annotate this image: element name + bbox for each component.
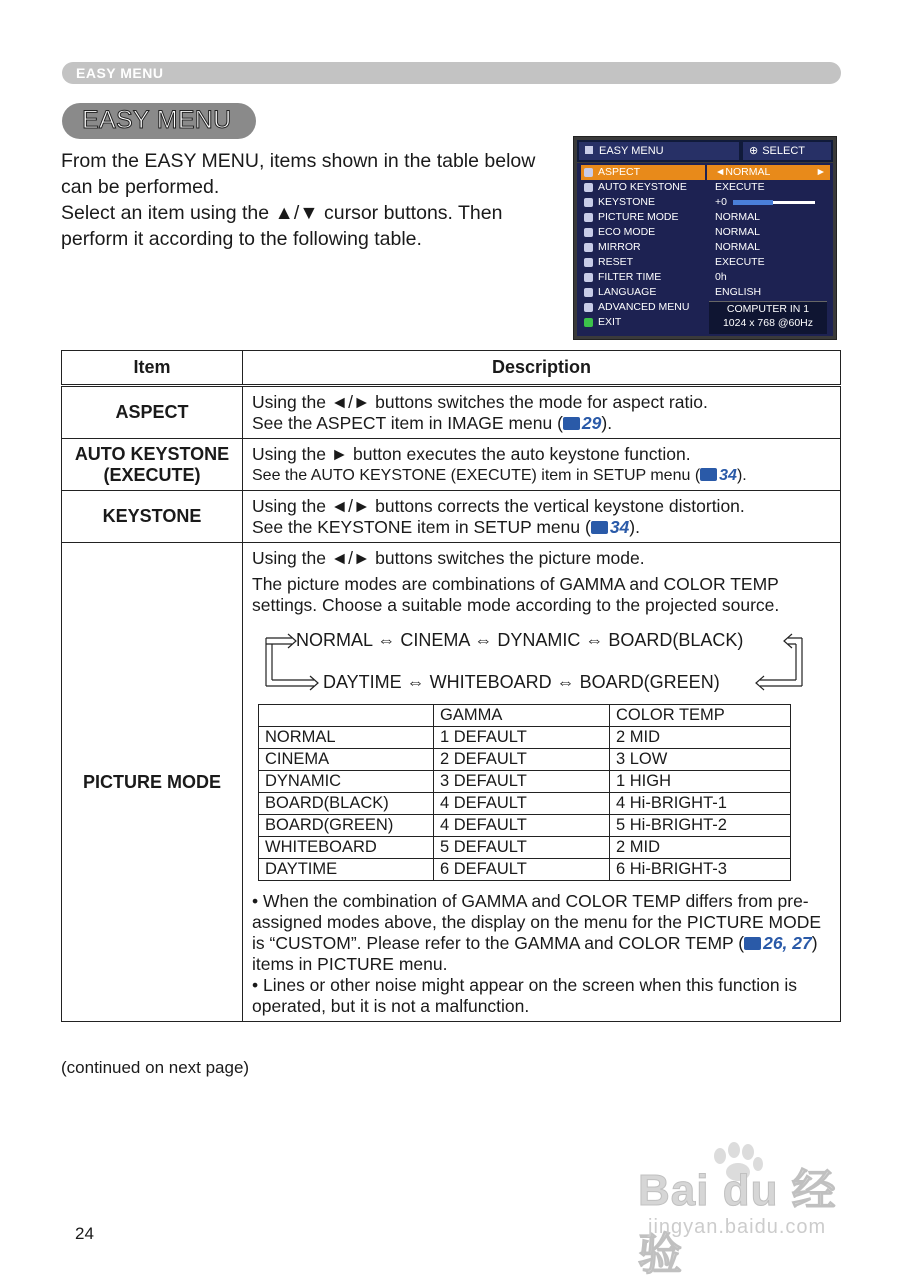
page-title: EASY MENU <box>82 106 232 134</box>
cursor-pad-icon: ⊕ <box>749 145 759 157</box>
osd-row-mirror[interactable]: MIRROR NORMAL <box>577 240 833 255</box>
book-ref-icon <box>700 468 717 481</box>
item-auto-keystone: AUTO KEYSTONE (EXECUTE) <box>62 439 243 491</box>
osd-row-filter-time[interactable]: FILTER TIME 0h <box>577 270 833 285</box>
pm-header-row: GAMMA COLOR TEMP <box>259 705 791 727</box>
cycle-line-1: NORMAL ⇔ CINEMA ⇔ DYNAMIC ⇔ BOARD(BLACK) <box>296 630 744 650</box>
picture-mode-table <box>258 704 791 881</box>
picture-mode-cycle-diagram <box>252 620 832 702</box>
keystone-slider-fill <box>733 200 773 205</box>
book-ref-icon <box>744 937 761 950</box>
continued-note: (continued on next page) <box>61 1058 250 1077</box>
book-ref-icon <box>563 417 580 430</box>
desc-picture-mode: Using the ◄/► buttons switches the picture mode. The picture modes are combinations of GAMMA and COLOR TEMP settings. Choose a suitable mode according to the projected source. NORMAL ⇔ CINEMA ⇔ DYNAMIC ⇔ BOARD(BLACK) DAYTIME ⇔ WHITEBOARD ⇔ BOARD(GREEN) GAMMA COLOR TEMP NORMAL 1 DEFAULT 2 MID CINEMA 2 DEFAULT 3 LOW DYNAMIC 3 DEFAULT 1 HIGH BOARD(BLACK) 4 DEFAULT 4 Hi-BRIGHT-1 BOARD(GREEN) 4 DEFAULT 5 Hi-BRIGHT-2 WHITEBOARD 5 DEFAULT 2 MID DAYTIME 6 DEFAULT 6 Hi-BRIGHT-3 • When the combination of GAMMA and COLOR TEMP differs from pre-assigned modes above, the display on the menu for the PICTURE MODE is “CUSTOM”. Please refer to the GAMMA and COLOR TEMP ( 26, 27) items in PICTURE menu. • Lines or other noise might appear on the screen when this function is operated, but it is not a malfunction. <box>243 543 841 1022</box>
osd-row-auto-keystone[interactable]: AUTO KEYSTONE EXECUTE <box>577 180 833 195</box>
menu-icon <box>585 146 593 154</box>
osd-menu-screenshot <box>573 136 837 340</box>
language-icon <box>584 288 593 297</box>
osd-row-aspect[interactable]: ASPECT ◄NORMAL ► <box>577 165 833 180</box>
table-row: CINEMA 2 DEFAULT 3 LOW <box>259 749 791 771</box>
intro-text <box>61 148 551 252</box>
section-header-text: EASY MENU <box>76 65 164 81</box>
intro-line-1: From the EASY MENU, items shown in the table below can be performed. <box>61 150 536 198</box>
osd-titlebar <box>577 140 833 162</box>
osd-title: EASY MENU <box>579 142 739 160</box>
keystone-slider[interactable] <box>733 201 815 204</box>
col-item-header: Item <box>62 351 243 386</box>
exit-icon <box>584 318 593 327</box>
filter-icon <box>584 273 593 282</box>
picture-mode-note-2: • Lines or other noise might appear on the screen when this function is operated, but it is not a malfunction. <box>252 975 798 1016</box>
watermark-url: jingyan.baidu.com <box>648 1216 827 1238</box>
table-row-aspect <box>62 386 841 439</box>
item-picture-mode: PICTURE MODE <box>62 543 243 1022</box>
mirror-icon <box>584 243 593 252</box>
osd-signal-status: COMPUTER IN 1 1024 x 768 @60Hz <box>709 301 827 334</box>
desc-auto-keystone: Using the ► button executes the auto keystone function. See the AUTO KEYSTONE (EXECUTE) item in SETUP menu ( 34). <box>243 439 841 491</box>
table-row: NORMAL 1 DEFAULT 2 MID <box>259 727 791 749</box>
book-ref-icon <box>591 521 608 534</box>
keystone-icon <box>584 198 593 207</box>
osd-body <box>577 163 833 336</box>
page-title-pill <box>62 103 256 139</box>
osd-row-reset[interactable]: RESET EXECUTE <box>577 255 833 270</box>
col-desc-header: Description <box>243 351 841 386</box>
table-row: BOARD(BLACK) 4 DEFAULT 4 Hi-BRIGHT-1 <box>259 793 791 815</box>
osd-row-exit[interactable]: EXIT <box>577 315 833 330</box>
osd-row-picture-mode[interactable]: PICTURE MODE NORMAL <box>577 210 833 225</box>
advanced-menu-icon <box>584 303 593 312</box>
picture-mode-note-1: • When the combination of GAMMA and COLOR TEMP differs from pre-assigned modes above, the display on the menu for the PICTURE MODE is “CUSTOM”. Please refer to the GAMMA and COLOR TEMP ( 26, 27) items in PICTURE menu. <box>252 891 822 974</box>
table-row-auto-keystone <box>62 439 841 491</box>
item-aspect: ASPECT <box>62 386 243 439</box>
section-header-bar <box>62 62 841 84</box>
baidu-watermark <box>638 1142 850 1279</box>
table-row: BOARD(GREEN) 4 DEFAULT 5 Hi-BRIGHT-2 <box>259 815 791 837</box>
picture-mode-icon <box>584 213 593 222</box>
osd-row-eco-mode[interactable]: ECO MODE NORMAL <box>577 225 833 240</box>
page-number: 24 <box>75 1224 94 1243</box>
osd-select-hint: ⊕ SELECT <box>743 142 831 160</box>
page-ref-link[interactable]: 34 <box>609 517 630 537</box>
item-keystone: KEYSTONE <box>62 491 243 543</box>
aspect-icon <box>584 168 593 177</box>
intro-line-2: Select an item using the ▲/▼ cursor buttons. Then perform it according to the following table. <box>61 202 503 250</box>
cycle-line-2: DAYTIME ⇔ WHITEBOARD ⇔ BOARD(GREEN) <box>323 672 720 692</box>
osd-row-advanced-menu[interactable]: ADVANCED MENU <box>577 300 833 315</box>
table-row: DYNAMIC 3 DEFAULT 1 HIGH <box>259 771 791 793</box>
page-ref-link[interactable]: 34 <box>719 467 737 484</box>
right-arrow-icon: ► <box>815 166 826 178</box>
osd-row-keystone[interactable]: KEYSTONE +0 <box>577 195 833 210</box>
desc-keystone: Using the ◄/► buttons corrects the vertical keystone distortion. See the KEYSTONE item in SETUP menu ( 34). <box>243 491 841 543</box>
table-header-row <box>62 351 841 386</box>
reset-icon <box>584 258 593 267</box>
eco-mode-icon <box>584 228 593 237</box>
page-ref-link[interactable]: 26, 27 <box>763 933 812 953</box>
table-row-keystone <box>62 491 841 543</box>
osd-row-language[interactable]: LANGUAGE ENGLISH <box>577 285 833 300</box>
easy-menu-table <box>61 350 841 1022</box>
table-row: WHITEBOARD 5 DEFAULT 2 MID <box>259 837 791 859</box>
table-row-picture-mode <box>62 543 841 1022</box>
desc-aspect: Using the ◄/► buttons switches the mode for aspect ratio. See the ASPECT item in IMAGE menu ( 29). <box>243 386 841 439</box>
auto-keystone-icon <box>584 183 593 192</box>
table-row: DAYTIME 6 DEFAULT 6 Hi-BRIGHT-3 <box>259 859 791 881</box>
page-ref-link[interactable]: 29 <box>581 413 602 433</box>
watermark-brand: Bai du 经验 <box>638 1166 837 1279</box>
